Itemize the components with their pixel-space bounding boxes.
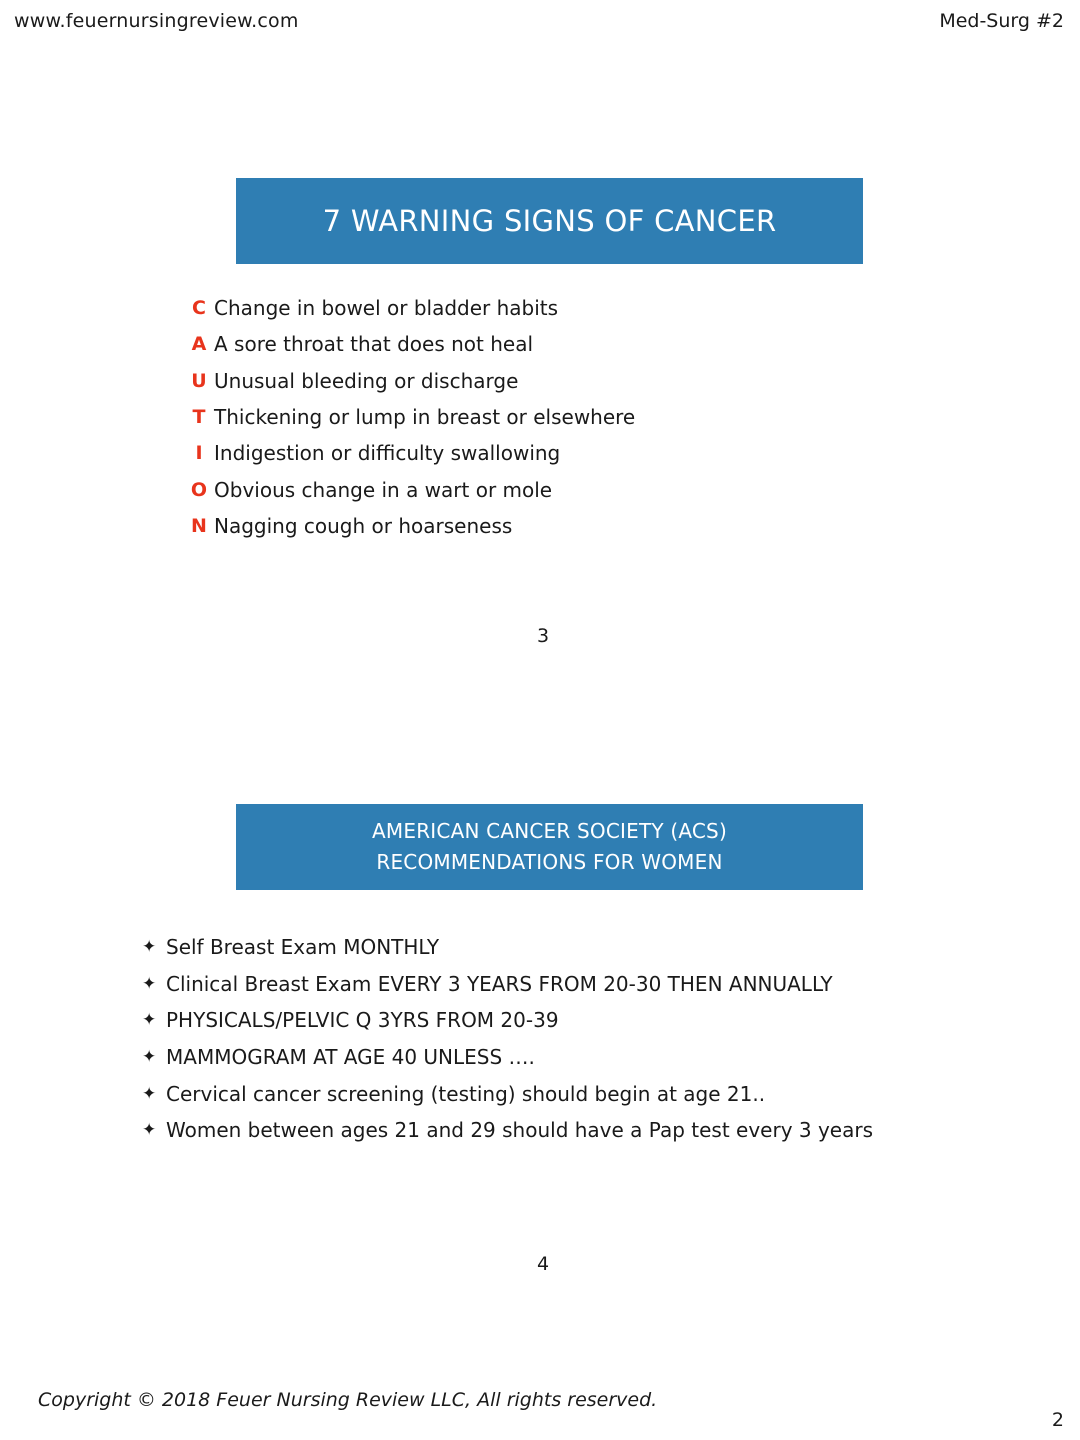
caution-letter: C	[192, 297, 206, 320]
caution-letter: T	[192, 406, 206, 429]
list-item-text: PHYSICALS/PELVIC Q 3YRS FROM 20-39	[166, 1008, 559, 1033]
caution-letter: I	[195, 442, 203, 465]
list-item	[142, 1112, 873, 1149]
slide-title-line: AMERICAN CANCER SOCIETY (ACS)	[372, 819, 727, 843]
caution-item	[186, 435, 635, 471]
caution-item	[186, 290, 635, 326]
page-number: 2	[1051, 1409, 1064, 1431]
list-item-text: Women between ages 21 and 29 should have a Pap test every 3 years	[166, 1118, 874, 1143]
caution-item	[186, 471, 635, 507]
website-url: www.feuernursingreview.com	[14, 10, 299, 32]
list-item	[142, 929, 873, 966]
caution-letter: N	[191, 514, 207, 537]
four-pointed-star-icon: ✦	[142, 973, 157, 994]
caution-item	[186, 508, 635, 544]
caution-text: Change in bowel or bladder habits	[214, 296, 559, 321]
list-item	[142, 1002, 873, 1039]
caution-item	[186, 326, 635, 362]
list-item	[142, 1075, 873, 1112]
caution-letter: U	[191, 369, 207, 392]
caution-letter: O	[190, 478, 208, 501]
slide-title-bar	[236, 178, 863, 264]
copyright-notice: Copyright © 2018 Feuer Nursing Review LLC, All rights reserved.	[38, 1389, 658, 1411]
slide-number: 4	[536, 1253, 550, 1275]
caution-text: Nagging cough or hoarseness	[214, 513, 513, 538]
caution-letter: A	[191, 333, 207, 356]
list-item	[142, 1039, 873, 1076]
four-pointed-star-icon: ✦	[142, 937, 157, 958]
four-pointed-star-icon: ✦	[142, 1120, 157, 1141]
list-item-text: MAMMOGRAM AT AGE 40 UNLESS ….	[166, 1045, 535, 1070]
caution-text: Thickening or lump in breast or elsewhere	[214, 405, 636, 430]
slide-title-line: RECOMMENDATIONS FOR WOMEN	[376, 850, 723, 874]
list-item	[142, 966, 873, 1003]
list-item-text: Self Breast Exam MONTHLY	[166, 935, 440, 960]
caution-text: Unusual bleeding or discharge	[214, 368, 519, 393]
caution-text: Obvious change in a wart or mole	[214, 477, 553, 502]
caution-text: Indigestion or difficulty swallowing	[214, 441, 561, 466]
caution-list	[186, 290, 635, 544]
course-label: Med-Surg #2	[939, 10, 1064, 32]
four-pointed-star-icon: ✦	[142, 1083, 157, 1104]
four-pointed-star-icon: ✦	[142, 1010, 157, 1031]
caution-item	[186, 399, 635, 435]
slide-title: 7 WARNING SIGNS OF CANCER	[322, 204, 777, 238]
slide-title-bar	[236, 804, 863, 890]
four-pointed-star-icon: ✦	[142, 1047, 157, 1068]
recommendation-list	[142, 929, 873, 1149]
slide-number: 3	[536, 625, 550, 647]
list-item-text: Clinical Breast Exam EVERY 3 YEARS FROM 20-30 THEN ANNUALLY	[166, 971, 833, 996]
caution-item	[186, 363, 635, 399]
caution-text: A sore throat that does not heal	[214, 332, 534, 357]
list-item-text: Cervical cancer screening (testing) should begin at age 21..	[166, 1081, 766, 1106]
